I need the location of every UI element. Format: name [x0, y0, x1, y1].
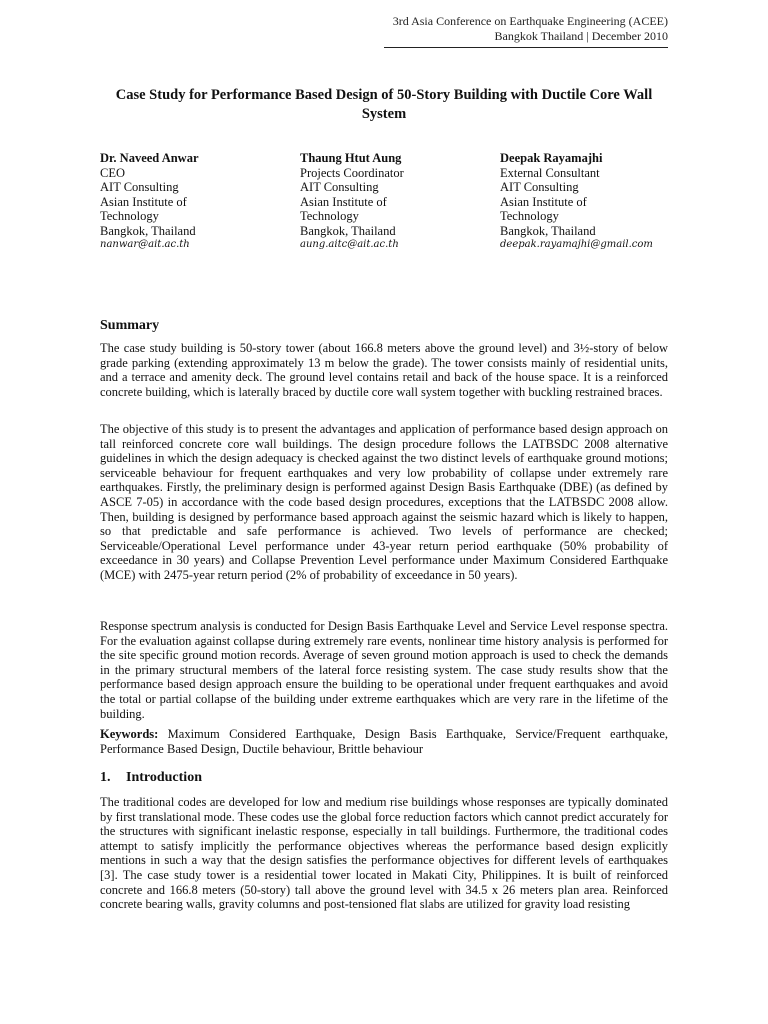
author-1: [100, 151, 280, 252]
conference-name: 3rd Asia Conference on Earthquake Engineering (ACEE): [392, 14, 668, 28]
author-organization: AIT Consulting: [300, 180, 379, 194]
author-organization: AIT Consulting: [100, 180, 179, 194]
author-2: [300, 151, 480, 252]
paper-title: Case Study for Performance Based Design of 50-Story Building with Ductile Core Wall System: [115, 87, 653, 122]
author-institute-cont: Technology: [300, 209, 359, 223]
keywords-paragraph: [100, 727, 668, 756]
section-number: 1.: [100, 770, 111, 785]
author-role: External Consultant: [500, 165, 600, 180]
introduction-paragraph: The traditional codes are developed for low and medium rise buildings whose responses are typically dominated by first translational mode. These codes use the global force reduction factors which cannot predict accurately for the structures with significant inelastic response, especially in tall buildings. Furthermore, the traditional codes attempt to satisfy implicitly the performance objectives whereas the performance based design explicitly mentions in such a way that the design satisfies the performance objectives for different levels of earthquakes [3]. The case study tower is a residential tower located in Makati City, Philippines. It is built of reinforced concrete and 166.8 meters (50-story) tall above the ground level with 34.5 x 26 meters plan area. Reinforced concrete bearing walls, gravity columns and post-tensioned flat slabs are utilized for gravity load resisting: [100, 795, 668, 912]
running-header: [393, 14, 668, 44]
summary-paragraph-3: Response spectrum analysis is conducted for Design Basis Earthquake Level and Service Level response spectra. For the evaluation against collapse during extremely rare events, nonlinear time history analysis is performed for the site specific ground motion records. Average of seven ground motion approach is used to check the demands in the primary structural members of the lateral force resisting system. The case study results show that the performance based design approach ensure the building to be operational under frequent earthquakes and avoid the total or partial collapse of the building under extreme earthquakes which are very rare in the lifetime of the building.: [100, 619, 668, 721]
author-institute: Asian Institute of: [300, 194, 387, 209]
author-name: Dr. Naveed Anwar: [100, 151, 199, 165]
author-block: [100, 151, 668, 261]
author-institute-cont: Technology: [100, 209, 159, 223]
author-institute-cont: Technology: [500, 209, 559, 223]
summary-heading: Summary: [100, 318, 160, 333]
author-institute: Asian Institute of: [100, 194, 187, 209]
keywords-list: Maximum Considered Earthquake, Design Basis Earthquake, Service/Frequent earthquake, Performance Based Design, Ductile behaviour, Brittle behaviour: [100, 727, 669, 756]
author-city: Bangkok, Thailand: [300, 223, 396, 238]
author-city: Bangkok, Thailand: [100, 223, 196, 238]
keywords-label: Keywords:: [100, 727, 159, 741]
author-role: Projects Coordinator: [300, 165, 404, 180]
introduction-heading: [100, 770, 202, 786]
author-name: Deepak Rayamajhi: [500, 151, 603, 165]
author-name: Thaung Htut Aung: [300, 151, 402, 165]
author-institute: Asian Institute of: [500, 194, 587, 209]
header-rule: [384, 47, 668, 48]
conference-location-date: Bangkok Thailand | December 2010: [494, 29, 668, 43]
author-role: CEO: [100, 165, 125, 180]
author-organization: AIT Consulting: [500, 180, 579, 194]
author-city: Bangkok, Thailand: [500, 223, 596, 238]
author-email: deepak.rayamajhi@gmail.com: [500, 239, 653, 250]
author-email: aung.aitc@ait.ac.th: [300, 239, 399, 250]
author-3: [500, 151, 680, 252]
summary-paragraph-1: The case study building is 50-story tower (about 166.8 meters above the ground level) and 3½-story of below grade parking (extending approximately 13 m below the grade). The tower consists mainly of residential units, and a terrace and amenity deck. The ground level contains retail and back of the house space. It is a reinforced concrete building, which is laterally braced by ductile core wall system together with buckling restrained braces.: [100, 341, 668, 399]
section-title: Introduction: [126, 770, 202, 785]
summary-paragraph-2: The objective of this study is to present the advantages and application of performance based design approach on tall reinforced concrete core wall buildings. The design procedure follows the LATBSDC 2008 alternative guidelines in which the design adequacy is checked against the two distinct levels of earthquake ground motions; serviceable behaviour for frequent earthquakes and very low probability of collapse under extremely rare earthquakes. Firstly, the preliminary design is performed against Design Basis Earthquake (DBE) (as defined by ASCE 7-05) in accordance with the code based design procedures, exceptions that the LATBSDC 2008 allow. Then, building is designed by performance based approach against the seismic hazard which is likely to happen, so that predictable and safe performance is achieved. Two levels of performance are checked; Serviceable/Operational Level performance under 43-year return period earthquake (50% probability of exceedance in 30 years) and Collapse Prevention Level performance under Maximum Considered Earthquake (MCE) with 2475-year return period (2% of probability of exceedance in 50 years).: [100, 422, 668, 582]
author-email: nanwar@ait.ac.th: [100, 239, 190, 250]
